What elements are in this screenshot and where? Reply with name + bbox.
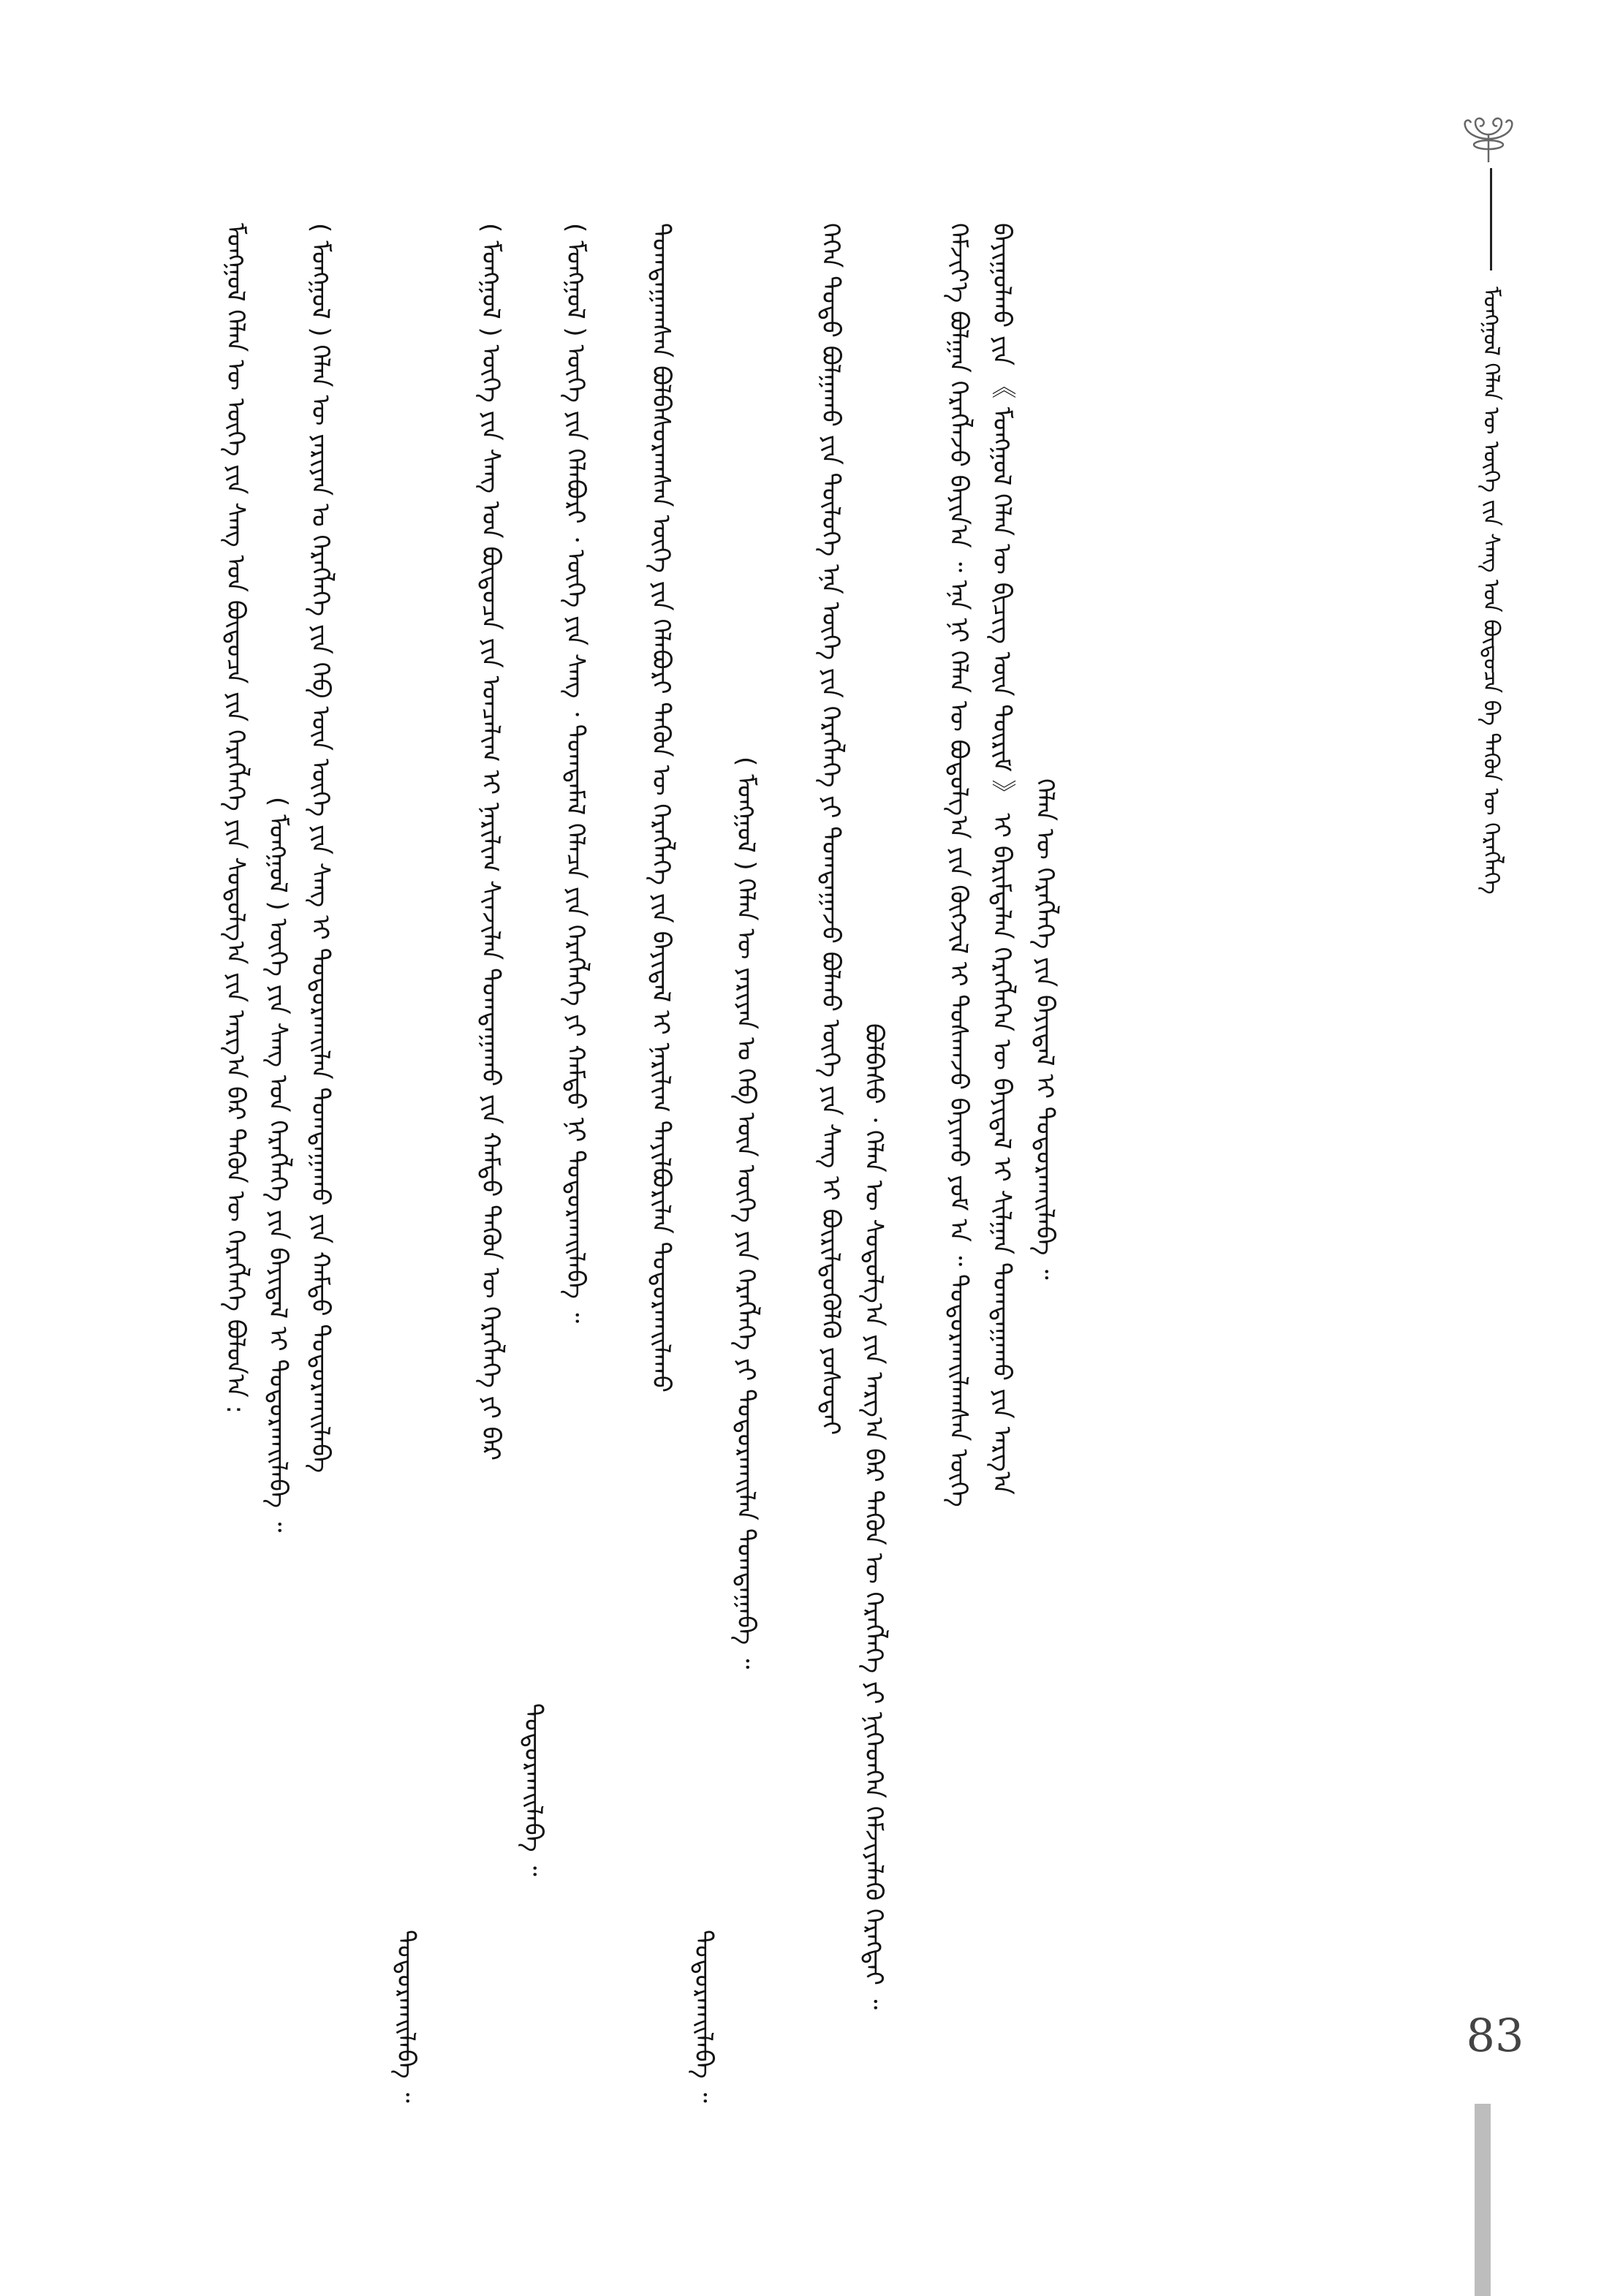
body-column: ( ᠮᠣᠩᠭᠣᠯ ) ᠦᠭᠡ ᠶᠢᠨ ᠬᠡᠯᠡᠪᠦᠷᠢ ᠂ ᠦᠭᠡ ᠶᠢᠨ ᠰᠠᠩ ᠂ ᠲᠣᠭᠲᠠᠮᠠᠯ ᠬᠡᠯᠡᠴᠡ ᠶᠢᠨ ᠬᠡᠷᠡᠭᠯᠡᠭᠡ ᠶᠢ ᠬᠠᠮᠲᠤ ᠨᠢ ᠲᠣᠳᠣᠷᠬᠠᠢᠯᠠᠪᠠ ᠃ (561, 223, 590, 1324)
body-column: ( ᠮᠣᠩᠭᠣᠯ ) ᠦᠭᠡ ᠶᠢᠨ ᠰᠠᠩ ᠤᠨ ᠬᠡᠷᠡᠭᠯᠡᠭᠡ ᠶᠢᠨ ᠪᠠᠶᠢᠳᠠᠯ ᠢ ᠲᠣᠳᠣᠷᠬᠠᠢᠯᠠᠪᠠ ᠃ (263, 797, 292, 1533)
header-rule (1490, 168, 1492, 270)
body-column: ᠪᠠᠶᠢᠭᠤᠯᠬᠤ ᠶᠢᠨ 《 ᠮᠣᠩᠭᠣᠯ ᠬᠡᠯᠡᠨ ᠦ ᠪᠢᠴᠢᠭ ᠦᠨ ᠳᠦᠷᠢᠮ 》 ᠢ ᠪᠠᠷᠢᠮᠲᠠᠯᠠᠨ ᠬᠡᠷᠡᠭᠯᠡᠭᠡᠨ ᠦ ᠪᠠᠶᠢᠳᠠᠯ ᠢ ᠰᠢᠯᠭᠠᠨ ᠲᠣᠭᠲᠠᠭᠠᠬᠤ ᠶᠢᠨ ᠠᠷᠭ᠎ᠠ (987, 223, 1016, 1495)
body-column: ᠬᠡᠯᠡᠨ ᠦ ᠬᠡᠷᠡᠭᠯᠡᠭᠡ ᠶᠢᠨ ᠪᠠᠶᠢᠳᠠᠯ ᠢ ᠲᠣᠳᠣᠷᠬᠠᠢᠯᠠᠪᠠ ᠃ (1030, 778, 1059, 1280)
body-column: ᠮᠣᠩᠭᠣᠯ ᠬᠡᠯᠡᠨ ᠦ ᠦᠭᠡ ᠶᠢᠨ ᠰᠠᠩ ᠤᠨ ᠪᠦᠲᠦᠴᠡ ᠶᠢᠨ ᠬᠡᠷᠡᠭᠯᠡᠭᠡ ᠶᠢᠨ ᠰᠤᠳᠤᠯᠭ᠎ᠠ ᠶᠢᠨ ᠠᠷᠭ᠎ᠠ ᠪᠠᠷ ᠲᠡᠭᠦᠨ ᠦ ᠬᠡᠷᠡᠭᠯᠡᠭᠡ ᠪᠣᠯᠤᠨ᠎ᠠ : (221, 223, 250, 1414)
page-edge-bar (1475, 2104, 1491, 2296)
body-column: ᠭᠡᠭᠡᠨ ᠲᠣᠳᠣ ᠪᠣᠯᠭᠠᠬᠤ ᠶᠢᠨ ᠲᠥᠯᠥᠭᠡ ᠡᠨᠡ ᠦᠭᠡ ᠶᠢᠨ ᠬᠡᠷᠡᠭᠯᠡᠭᠡ ᠶᠢ ᠲᠣᠭᠲᠠᠭᠠᠵᠤ ᠪᠣᠯᠬᠤ ᠦᠭᠡ ᠶᠢᠨ ᠰᠠᠩ ᠢ ᠪᠦᠷᠢᠯᠳᠦᠭᠦᠯᠬᠦ ᠶᠣᠰᠣᠳᠠᠢ (816, 223, 845, 1436)
body-column: ( ᠮᠣᠩᠭᠣᠯ ) ᠬᠡᠯᠡᠨ ᠦ ᠶᠠᠷᠢᠶᠠᠨ ᠤ ᠬᠡᠪ ᠦᠨ ᠦᠭᠡ ᠶᠢᠨ ᠬᠡᠷᠡᠭᠯᠡᠭᠡ ᠶᠢ ᠲᠣᠳᠣᠷᠬᠠᠢᠯᠠᠨ ᠲᠣᠭᠲᠠᠭᠠᠪᠠ ᠃ (731, 757, 760, 1670)
running-header: ᠮᠣᠩᠭᠣᠯ ᠬᠡᠯᠡᠨ ᠦ ᠦᠭᠡ ᠵᠢᠨ ᠰᠠᠩ ᠤᠨ ᠪᠦᠲᠦᠴᠡ ᠪᠠ ᠲᠡᠭᠦᠨ ᠦ ᠬᠡᠷᠡᠭᠯᠡᠭᠡ (1478, 287, 1504, 895)
page-number: 83 (1466, 2009, 1524, 2062)
body-column: ᠲᠣᠳᠣᠷᠬᠠᠢᠯᠠᠪᠠ ᠃ (518, 1703, 548, 1876)
body-column: ᠬᠡᠮᠵᠢᠶ᠎ᠡ ᠪᠣᠯᠭᠠᠨ ᠬᠡᠷᠡᠭᠯᠡᠵᠦ ᠪᠠᠶᠢᠨ᠎ᠠ ᠃ ᠡᠨᠡ ᠨᠢ ᠬᠡᠯᠡᠨ ᠦ ᠪᠣᠳᠣᠯᠭ᠎ᠠ ᠶᠢᠨ ᠬᠥᠭᠵᠢᠯ ᠢ ᠲᠤᠰᠬᠠᠵᠤ ᠪᠠᠶᠢᠬᠤ ᠶᠤᠮ ᠠ ᠃ ᠲᠣᠳᠣᠷᠬᠠᠢᠯᠠᠭᠰᠠᠨ ᠦᠭᠡ (944, 223, 973, 1507)
body-column: ( ᠮᠣᠩᠭᠣᠯ ) ᠦᠭᠡ ᠶᠢᠨ ᠰᠠᠩ ᠤᠨ ᠪᠦᠲᠦᠴᠡ ᠶᠢᠨ ᠣᠨᠴᠠᠯᠢᠭ ᠢ ᠨᠠᠷᠢᠯᠢᠭ ᠰᠢᠨᠵᠢᠯᠡᠨ ᠲᠣᠭᠲᠠᠭᠠᠬᠤ ᠶᠢᠨ ᠬᠠᠮᠲᠤ ᠲᠡᠭᠦᠨ ᠦ ᠬᠡᠷᠡᠭᠯᠡᠭᠡ ᠶᠢ ᠪᠠᠷ (476, 223, 505, 1461)
body-column: ᠲᠣᠳᠣᠷᠬᠠᠢᠯᠠᠪᠠ ᠃ (689, 1930, 718, 2103)
body-column: ᠲᠣᠭᠲᠠᠭᠠᠭᠰᠠᠨ ᠪᠣᠯᠪᠠᠰᠤᠷᠠᠭᠰᠠᠨ ᠦᠭᠡ ᠶᠢᠨ ᠬᠡᠯᠡᠪᠦᠷᠢ ᠲᠡᠭᠦᠨ ᠦ ᠬᠡᠷᠡᠭᠯᠡᠭᠡ ᠶᠢᠨ ᠪᠠᠶᠢᠳᠠᠯ ᠢ ᠨᠠᠷᠢᠯᠢᠭ ᠲᠠᠶᠢᠯᠪᠤᠷᠢᠯᠠᠨ ᠲᠣᠳᠣᠷᠬᠠᠢᠯᠠᠬᠤ (646, 223, 676, 1393)
body-column: ᠪᠣᠯᠪᠠᠰᠤ ᠂ ᠬᠡᠯᠡᠨ ᠦ ᠰᠣᠳᠤᠯᠭ᠎ᠠ ᠶᠢᠨ ᠠᠷᠭ᠎ᠠ ᠪᠠᠷ ᠲᠡᠭᠦᠨ ᠦ ᠬᠡᠷᠡᠭᠯᠡᠭᠡ ᠶᠢ ᠨᠢᠭᠡᠳᠭᠡᠨ ᠬᠡᠮᠵᠢᠶᠡᠯᠡᠬᠦ ᠬᠡᠷᠡᠭᠲᠡᠶ ᠃ (859, 1023, 888, 2010)
scroll-ornament-icon (1453, 117, 1524, 168)
body-column: ᠲᠣᠳᠣᠷᠬᠠᠢᠯᠠᠪᠠ ᠃ (391, 1930, 420, 2103)
body-column: ( ᠮᠣᠩᠭᠣᠯ ) ᠬᠡᠯᠡᠨ ᠦ ᠶᠠᠷᠢᠶᠠᠨ ᠤ ᠬᠡᠷᠡᠭᠯᠡᠭᠡ ᠶᠢᠨ ᠬᠡᠪ ᠦᠨ ᠦᠭᠡ ᠶᠢᠨ ᠰᠠᠩ ᠢ ᠲᠣᠳᠣᠷᠬᠠᠢᠯᠠᠨ ᠲᠣᠭᠲᠠᠭᠠᠬᠤ ᠶᠢᠨ ᠬᠠᠮᠲᠤ ᠲᠣᠳᠣᠷᠬᠠᠢᠯᠠᠪᠠ (306, 223, 335, 1473)
